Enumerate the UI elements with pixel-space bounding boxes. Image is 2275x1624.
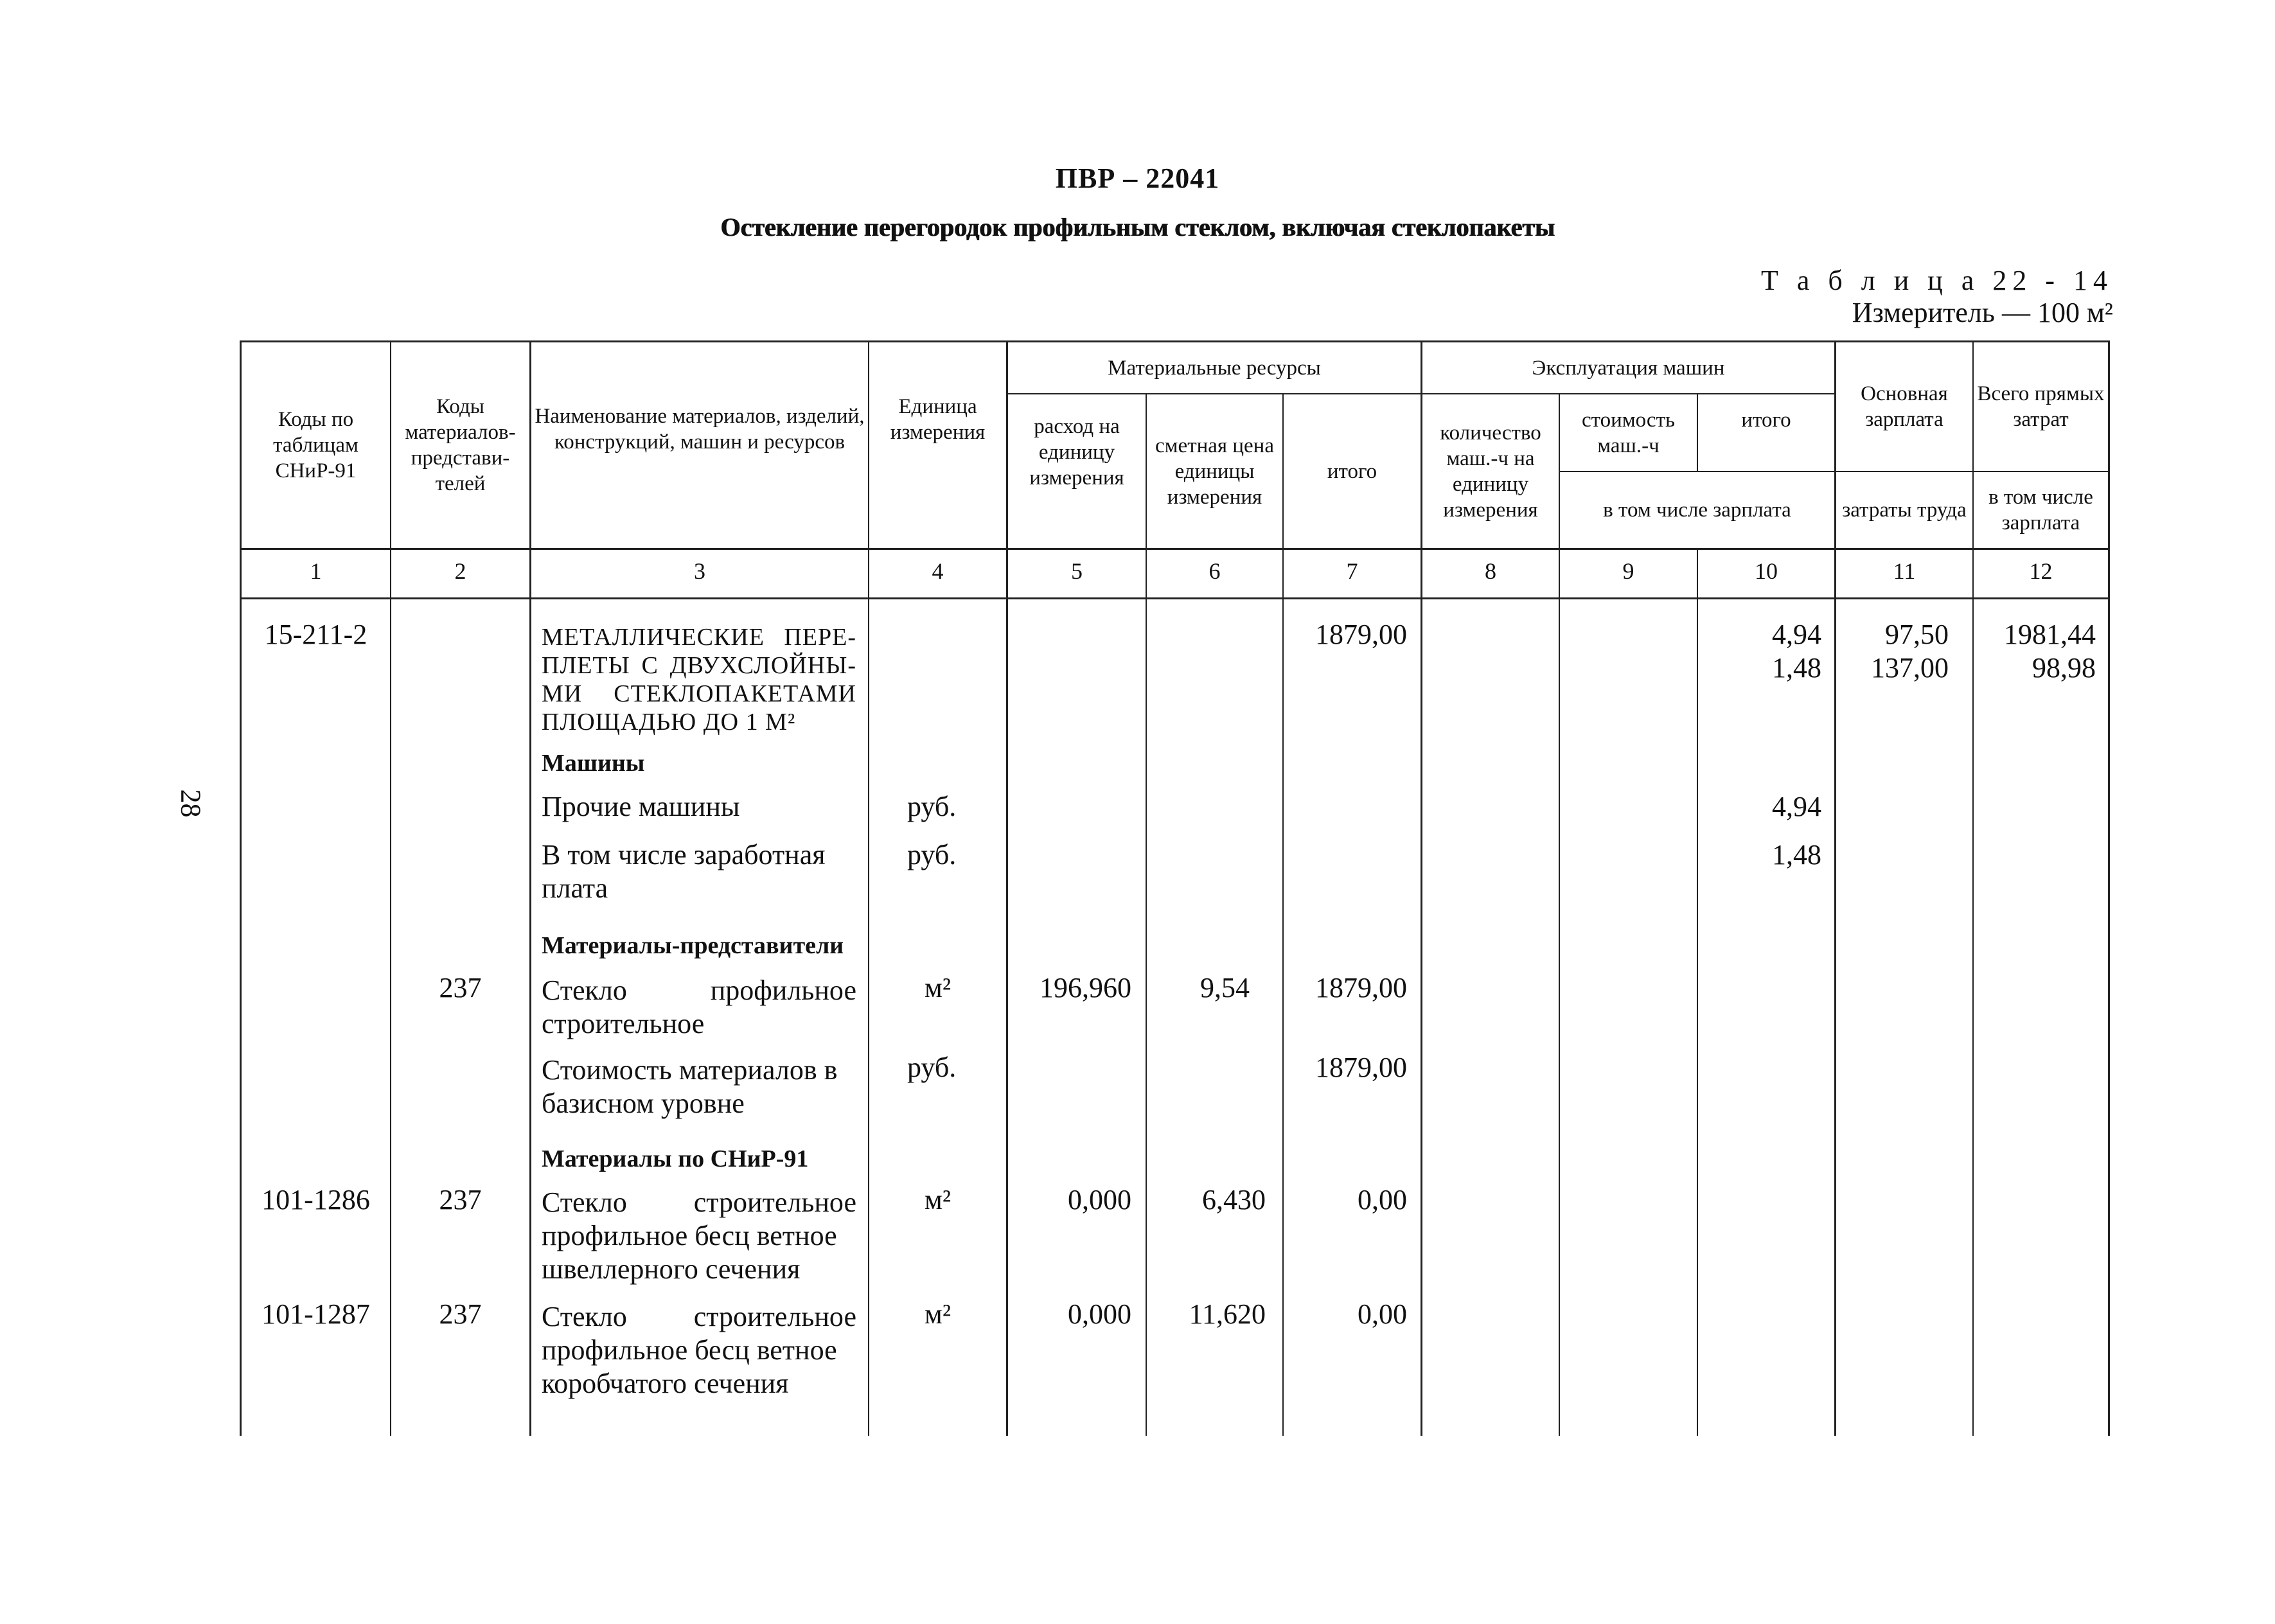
row-labor-cost: 137,00 (1871, 652, 1949, 684)
header-col-5: расход на единицу измерения (1029, 415, 1124, 490)
row-unit-price: 9,54 (1200, 972, 1250, 1003)
row-material-total: 1879,00 (1315, 1052, 1407, 1083)
row-name-line: МЕТАЛЛИЧЕСКИЕ ПЕРЕ- (542, 624, 856, 651)
table-number: Т а б л и ц а 22 - 14 (1760, 265, 2113, 296)
row-material-total: 0,00 (1358, 1184, 1407, 1215)
row-machine-salary: 1,48 (1772, 652, 1821, 684)
row-rep-code: 237 (439, 1298, 482, 1330)
row-name-line: коробчатого сечения (542, 1368, 789, 1399)
header-col-9: стоимость маш.-ч (1581, 408, 1676, 457)
row-rep-code: 237 (439, 1184, 482, 1215)
row-material-total: 0,00 (1358, 1298, 1407, 1330)
section-heading: Материалы-представители (542, 932, 844, 959)
header-col-12: Всего прямых затрат (1977, 382, 2105, 431)
section-heading: Машины (542, 750, 645, 777)
row-name-line: Стоимость материалов в (542, 1054, 838, 1086)
row-quantity: 0,000 (1068, 1184, 1131, 1215)
row-name-line: Стекло строительное (542, 1187, 856, 1218)
document-title: ПВР – 22041 (1055, 163, 1220, 194)
row-unit: руб. (907, 1052, 957, 1083)
row-machine-total: 1,48 (1772, 839, 1821, 870)
row-unit: руб. (907, 791, 957, 822)
header-group-machines: Эксплуатация машин (1532, 356, 1725, 380)
header-col-9-10-sub: в том числе зарплата (1603, 499, 1791, 522)
row-name-line: строительное (542, 1008, 705, 1039)
row-code: 101-1287 (261, 1298, 370, 1330)
row-name-line: ПЛЕТЫ С ДВУХСЛОЙНЫ- (542, 652, 856, 679)
column-number: 12 (2029, 558, 2053, 584)
row-name-line: плата (542, 872, 608, 904)
table-caption (1761, 265, 2113, 329)
column-number: 7 (1346, 558, 1358, 584)
row-quantity: 196,960 (1040, 972, 1131, 1003)
column-number: 11 (1893, 558, 1916, 584)
row-direct-salary: 98,98 (2032, 652, 2096, 684)
page-number: 28 (175, 789, 207, 818)
row-name-line: базисном уровне (542, 1088, 745, 1119)
row-name-line: В том числе заработная (542, 839, 826, 870)
row-machine-total: 4,94 (1772, 619, 1821, 650)
row-unit-price: 6,430 (1202, 1184, 1266, 1215)
row-code: 101-1286 (261, 1184, 370, 1215)
column-number: 5 (1071, 558, 1083, 584)
header-col-11-sub: затраты труда (1842, 499, 1967, 522)
unit-of-measure: Измеритель — 100 м² (1852, 297, 2113, 328)
header-col-10: итого (1741, 409, 1791, 432)
header-col-6: сметная цена единицы измерения (1155, 434, 1274, 509)
row-base-salary: 97,50 (1885, 619, 1949, 650)
row-quantity: 0,000 (1068, 1298, 1131, 1330)
section-heading: Материалы по СНиР-91 (542, 1145, 809, 1172)
header-col-8: количество маш.-ч на единицу измерения (1440, 421, 1541, 522)
row-name-line: профильное бесц ветное (542, 1334, 837, 1366)
document-subtitle: Остекление перегородок профильным стеклом, включая стеклопакеты (720, 213, 1555, 242)
header-col-3: Наименование материалов, изделий, конструкций, машин и ресурсов (535, 405, 865, 454)
column-number: 8 (1485, 558, 1496, 584)
row-unit: м² (924, 1298, 952, 1330)
row-unit-price: 11,620 (1189, 1298, 1266, 1330)
row-material-total: 1879,00 (1315, 972, 1407, 1003)
column-number: 3 (694, 558, 705, 584)
column-number: 6 (1208, 558, 1221, 584)
row-rep-code: 237 (439, 972, 482, 1003)
row-code: 15-211-2 (264, 619, 367, 650)
header-col-1: Коды по таблицам СНиР-91 (273, 408, 359, 482)
row-material-total: 1879,00 (1315, 619, 1407, 650)
row-unit: м² (924, 972, 952, 1003)
row-name-line: МИ СТЕКЛОПАКЕТАМИ (542, 680, 856, 707)
column-number: 1 (310, 558, 322, 584)
row-name-line: швеллерного сечения (542, 1253, 801, 1285)
row-name: Прочие машины (542, 791, 740, 822)
header-col-4: Единица измерения (890, 395, 986, 444)
header-col-2: Коды материалов-представи-телей (405, 395, 516, 495)
header-col-12-sub: в том числе зарплата (1988, 486, 2093, 534)
row-name-line: профильное бесц ветное (542, 1220, 837, 1251)
row-unit: м² (924, 1184, 952, 1215)
column-number: 10 (1755, 558, 1778, 584)
column-number: 9 (1622, 558, 1634, 584)
row-name-line: Стекло строительное (542, 1301, 856, 1332)
header-group-materials: Материальные ресурсы (1108, 356, 1321, 380)
row-direct-total: 1981,44 (2004, 619, 2096, 650)
column-number: 4 (932, 558, 944, 584)
row-name-line: Стекло профильное (542, 975, 856, 1006)
column-number: 2 (454, 558, 466, 584)
row-machine-total: 4,94 (1772, 791, 1821, 822)
row-unit: руб. (907, 839, 957, 870)
header-col-11: Основная зарплата (1861, 382, 1948, 431)
header-col-7: итого (1327, 459, 1377, 483)
row-name-line: ПЛОЩАДЬЮ ДО 1 М² (542, 709, 796, 736)
